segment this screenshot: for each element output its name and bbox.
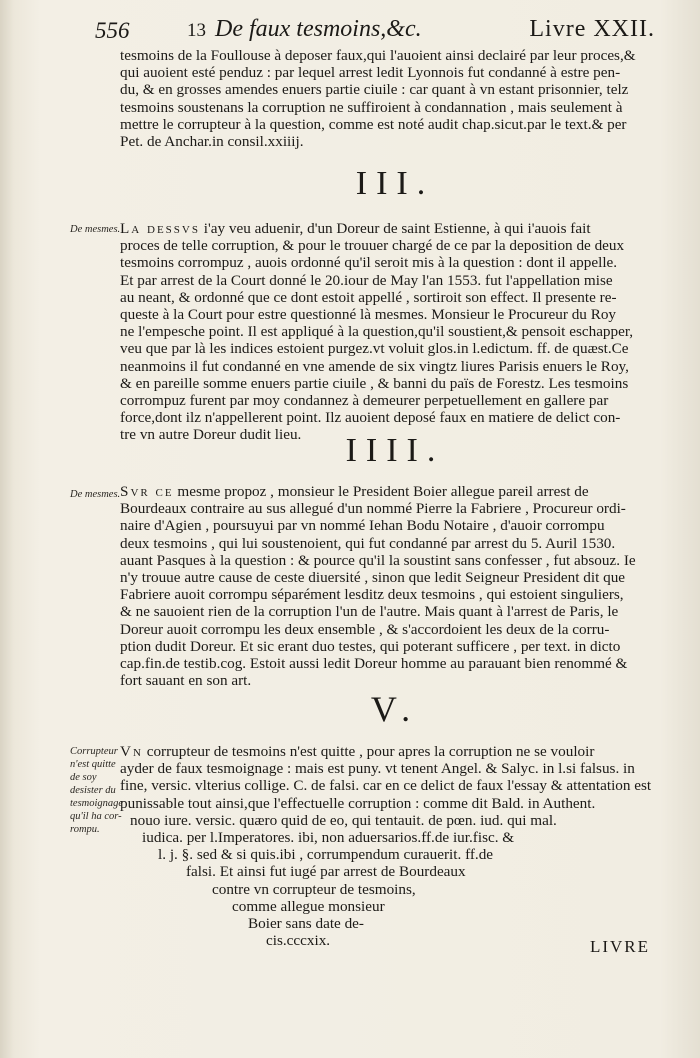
text-line: Boier sans date de- [248, 915, 364, 933]
text-line: La dessvs i'ay veu aduenir, d'un Doreur de saint Estienne, à qui i'auois fait [120, 220, 591, 237]
lead-words: La dessvs [120, 220, 200, 237]
text-line: Vn corrupteur de tesmoins n'est quitte , pour apres la corruption ne se vouloir [120, 743, 595, 760]
text-line: iudica. per l.Imperatores. ibi, non aduersarios.ff.de iur.fisc. & [142, 829, 515, 847]
text-line: punissable tout ainsi,que l'effectuelle corruption : comme dit Bald. in Authent. [120, 794, 596, 812]
book-number: Livre XXII. [529, 16, 655, 42]
lead-words: Vn [120, 743, 143, 760]
section-numeral-3: III. [355, 165, 435, 202]
text-line: veu que par là les indices estoient purgez.vt voluit glos.in l.edictum. ff. de quæst.Ce [120, 340, 629, 358]
section-4-paragraph [120, 483, 670, 689]
text-line: neanmoins il fut condanné en vne amende de six vingtz liures Parisis enuers le Roy, [120, 357, 629, 375]
text-line: l. j. §. sed & si quis.ibi , corrumpendum curauerit. ff.de [158, 846, 494, 864]
text-line: nouo iure. versic. quæro quid de eo, qui tentauit. de pœn. iud. qui mal. [130, 811, 557, 829]
text-line: ption dudit Doreur. Et sic erant duo testes, qui poterant sufficere , per text. in dicto [120, 637, 621, 655]
text-line: corrompuz furent par moy condannez à demeurer perpetuellement en gallere par [120, 392, 609, 410]
text-line: Doreur auoit corrompu les deux ensemble , & s'accordoient les deux de la corru- [120, 620, 610, 638]
text-line: & en pareille somme enuers partie ciuile , & banni du païs de Forestz. Les tesmoins [120, 374, 629, 392]
text-line: comme allegue monsieur [232, 897, 385, 915]
page-number: 556 [95, 18, 130, 43]
intro-paragraph [120, 47, 670, 150]
text-line: ne l'empesche point. Il est appliqué à la question,qu'il soustient,& pensoit eschapper, [120, 323, 634, 341]
text-line: du, & en grosses amendes enuers partie ciuile : car quant à vn estant prisonnier, telz [120, 81, 629, 99]
lead-words: Svr ce [120, 483, 174, 500]
text-line: cis.cccxix. [266, 932, 331, 950]
text-line: contre vn corrupteur de tesmoins, [212, 880, 416, 898]
margin-note: Corrupteur n'est quitte de soy desister du tesmoignage qu'il ha cor-rompu. [70, 746, 124, 835]
text-line: au neant, & ordonné que ce dont estoit appellé , sortiroit son effect. Il presente re- [120, 288, 617, 306]
text-line: queste à la Court pour estre questionné là mesmes. Monsieur le Procureur du Roy [120, 306, 617, 324]
text-line: tesmoins corrompuz , auois ordonné qu'il seroit mis à la question : dont il appelle. [120, 254, 618, 272]
text-line: falsi. Et ainsi fut iugé par arrest de Bourdeaux [186, 863, 466, 881]
text-line: ayder de faux tesmoignage : mais est puny. vt tenent Angel. & Salyc. in l.si falsus. in [120, 760, 635, 778]
running-header [95, 16, 655, 50]
section-numeral-5: V. [370, 689, 420, 729]
text-line: & ne sauoient rien de la corruption l'un de l'autre. Mais quant à l'arrest de Paris, le [120, 603, 619, 621]
section-5-paragraph [120, 743, 665, 949]
section-3-paragraph [120, 220, 670, 444]
text-line: deux tesmoins , qui lui soustenoient, qui fut condanné par arrest du 5. Auril 1530. [120, 534, 616, 552]
text-line: force,dont ilz n'appellerent point. Ilz auoient deposé faux en matiere de delict con- [120, 409, 621, 427]
margin-note: De mesmes. [70, 489, 121, 500]
text-line: Et par arrest de la Court donné le 20.iour de May l'an 1553. fut l'appellation mise [120, 271, 613, 289]
text-line: tesmoins de la Foullouse à deposer faux,qui l'auoient ainsi declairé par leur proces,& [120, 47, 636, 64]
catchword: LIVRE [589, 937, 650, 956]
running-title: De faux tesmoins,&c. [215, 16, 422, 42]
text-line: Bourdeaux contraire au sus allegué d'un nommé Pierre la Fabriere , Procureur ordi- [120, 500, 626, 518]
text-line: Svr ce mesme propoz , monsieur le President Boier allegue pareil arrest de [120, 483, 589, 500]
text-line: proces de telle corruption, & pour le trouuer chargé de ce par la deposition de deux [120, 237, 625, 255]
text-line: tre vn autre Doreur dudit lieu. [120, 426, 302, 444]
text-line: tesmoins soustenans la corruption ne suffiroient à condannation , mais seulement à [120, 98, 623, 116]
text-line: cap.fin.de testib.cog. Estoit aussi ledit Doreur homme au parauant bien renommé & [120, 655, 628, 673]
text-line: Pet. de Anchar.in consil.xxiiij. [120, 133, 304, 151]
text-line: qui auoient esté penduz : par lequel arrest ledit Lyonnois fut condanné à estre pen- [120, 64, 621, 82]
text-line: Fabriere auoit corrompu séparément lesditz deux tesmoins , qui estoient singuliers, [120, 586, 624, 604]
text-line: mettre le corrupteur à la question, comme est noté audit chap.sicut.par le text.& per [120, 115, 627, 133]
text-line: fine, versic. vlterius collige. C. de falsi. car en ce delict de faux l'essay & attentation est [120, 777, 652, 795]
text-line: n'y trouue autre cause de ceste diuersité , sinon que ledit Seigneur President dit que [120, 569, 626, 587]
text-line: auant Pasques à la question : & pource qu'il la soustint sans confesser , fut absouz. Ie [120, 551, 636, 569]
text-line: naire d'Agien , poursuyui par vn nommé Iehan Bodu Notaire , d'auoir corrompu [120, 517, 605, 535]
text-line: fort sauant en son art. [120, 672, 252, 690]
signature-mark: 13 [187, 20, 206, 41]
margin-note: De mesmes. [70, 224, 121, 235]
section-numeral-4: IIII. [345, 432, 445, 469]
